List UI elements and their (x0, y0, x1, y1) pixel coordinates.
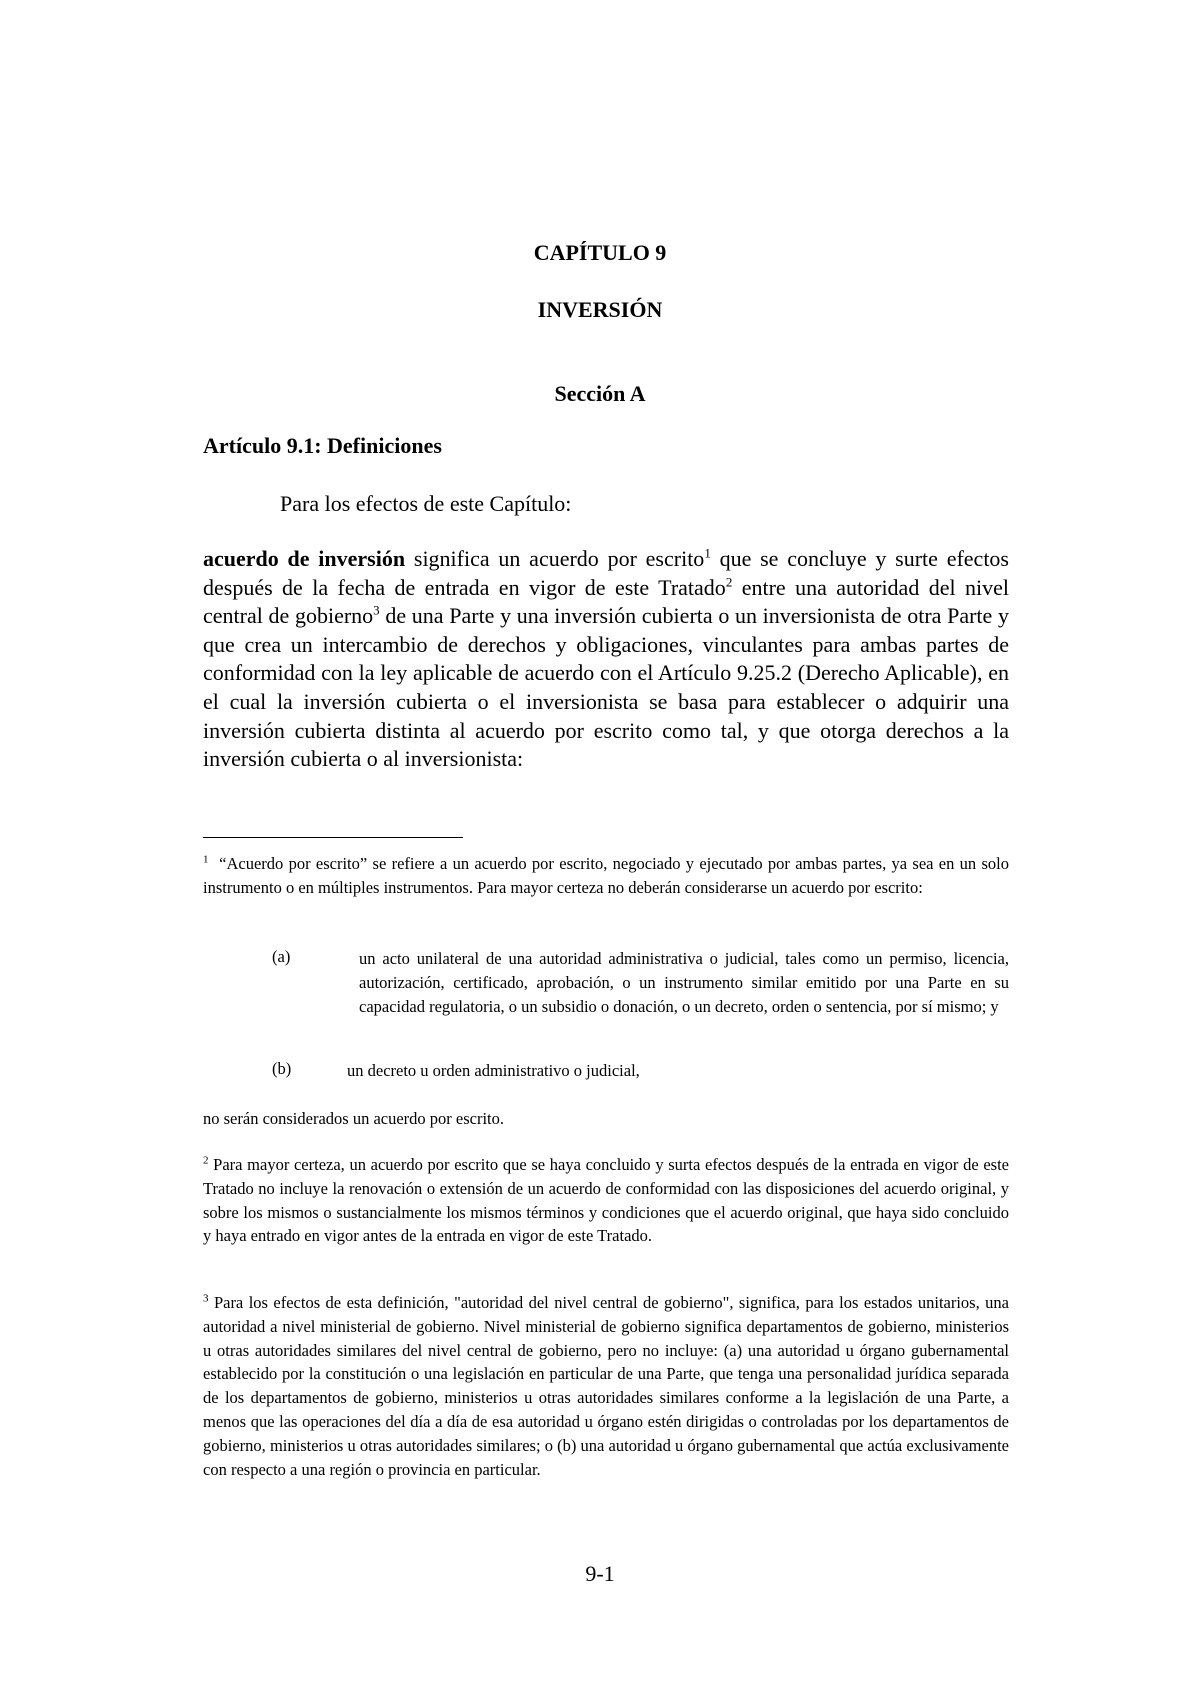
definition-text-3: entre una autoridad del nivel central de gobierno (203, 574, 1009, 629)
definition-text-2: que se concluye y surte efectos después de la fecha de entrada en vigor de este Tratado (203, 546, 1009, 600)
definition-term: acuerdo de inversión (203, 546, 406, 571)
footnote-ref-3: 3 (373, 602, 380, 618)
article-intro: Para los efectos de este Capítulo: (280, 491, 572, 516)
footnote-2-text: Para mayor certeza, un acuerdo por escrito que se haya concluido y surta efectos después de la entrada en vigor de este Tratado no incluye la renovación o extensión de un acuerdo de conformidad con las disposiciones del acuerdo original, y sobre los mismos o sustancialmente los mismos términos y condiciones que el acuerdo original, que haya sido concluido y haya entrado en vigor antes de la entrada en vigor de este Tratado. (203, 1155, 1009, 1246)
footnote-1-text: “Acuerdo por escrito” se refiere a un acuerdo por escrito, negociado y ejecutado por ambas partes, ya sea en un solo instrumento o en múltiples instrumentos. Para mayor certeza no deberán considerarse un acuerdo por escrito: (203, 854, 1009, 897)
footnote-1-item-b-label: (b) (272, 1059, 292, 1078)
page-number: 9-1 (585, 1561, 615, 1586)
footnote-1-marker: 1 (203, 853, 209, 866)
footnote-1 (203, 852, 1009, 900)
footnote-3-text: Para los efectos de esta definición, "autoridad del nivel central de gobierno", significa, para los estados unitarios, una autoridad a nivel ministerial de gobierno. Nivel ministerial de gobierno significa departamentos de gobierno, ministerios u otras autoridades similares del nivel central de gobierno, pero no incluye: (a) una autoridad u órgano gubernamental establecido por la constitución o una legislación en particular de una Parte, que tenga una personalidad jurídica separada de los departamentos de gobierno, ministerios u otras autoridades similares conforme a la legislación de una Parte, a menos que las operaciones del día a día de esa autoridad u órgano estén dirigidas o controladas por los departamentos de gobierno, ministerios u otras autoridades similares; o (b) una autoridad u órgano gubernamental que actúa exclusivamente con respecto a una región o provincia en particular. (203, 1293, 1009, 1479)
article-title: Artículo 9.1: Definiciones (203, 433, 442, 458)
footnote-separator (203, 837, 463, 838)
footnote-3-marker: 3 (203, 1292, 209, 1305)
section-heading: Sección A (554, 381, 646, 406)
footnote-1-item-a-text: un acto unilateral de una autoridad administrativa o judicial, tales como un permiso, licencia, autorización, certificado, aprobación, o un instrumento similar emitido por una Parte en su capacidad regulatoria, o un subsidio o donación, o un decreto, orden o sentencia, por sí mismo; y (359, 949, 1009, 1016)
footnote-1-item-b-text: un decreto u orden administrativo o judicial, (347, 1061, 640, 1080)
footnote-2 (203, 1153, 1009, 1248)
footnote-2-marker: 2 (203, 1154, 209, 1167)
footnote-ref-2: 2 (725, 574, 733, 590)
footnote-3 (203, 1291, 1009, 1481)
footnote-ref-1: 1 (704, 545, 711, 561)
footnote-1-closing: no serán considerados un acuerdo por escrito. (203, 1109, 505, 1128)
chapter-heading: CAPÍTULO 9 (533, 240, 667, 265)
chapter-title: INVERSIÓN (537, 297, 663, 322)
definition-text-1: significa un acuerdo por escrito (405, 546, 705, 571)
definition-text-4: de una Parte y una inversión cubierta o un inversionista de otra Parte y que crea un intercambio de derechos y obligaciones, vinculantes para ambas partes de conformidad con la ley aplicable de acuerdo con el Artículo 9.25.2 (Derecho Aplicable), en el cual la inversión cubierta o el inversionista se basa para establecer o adquirir una inversión cubierta distinta al acuerdo por escrito como tal, y que otorga derechos a la inversión cubierta o al inversionista: (203, 603, 1009, 772)
definition-paragraph (203, 545, 1009, 774)
footnote-1-item-a-label: (a) (272, 947, 291, 966)
